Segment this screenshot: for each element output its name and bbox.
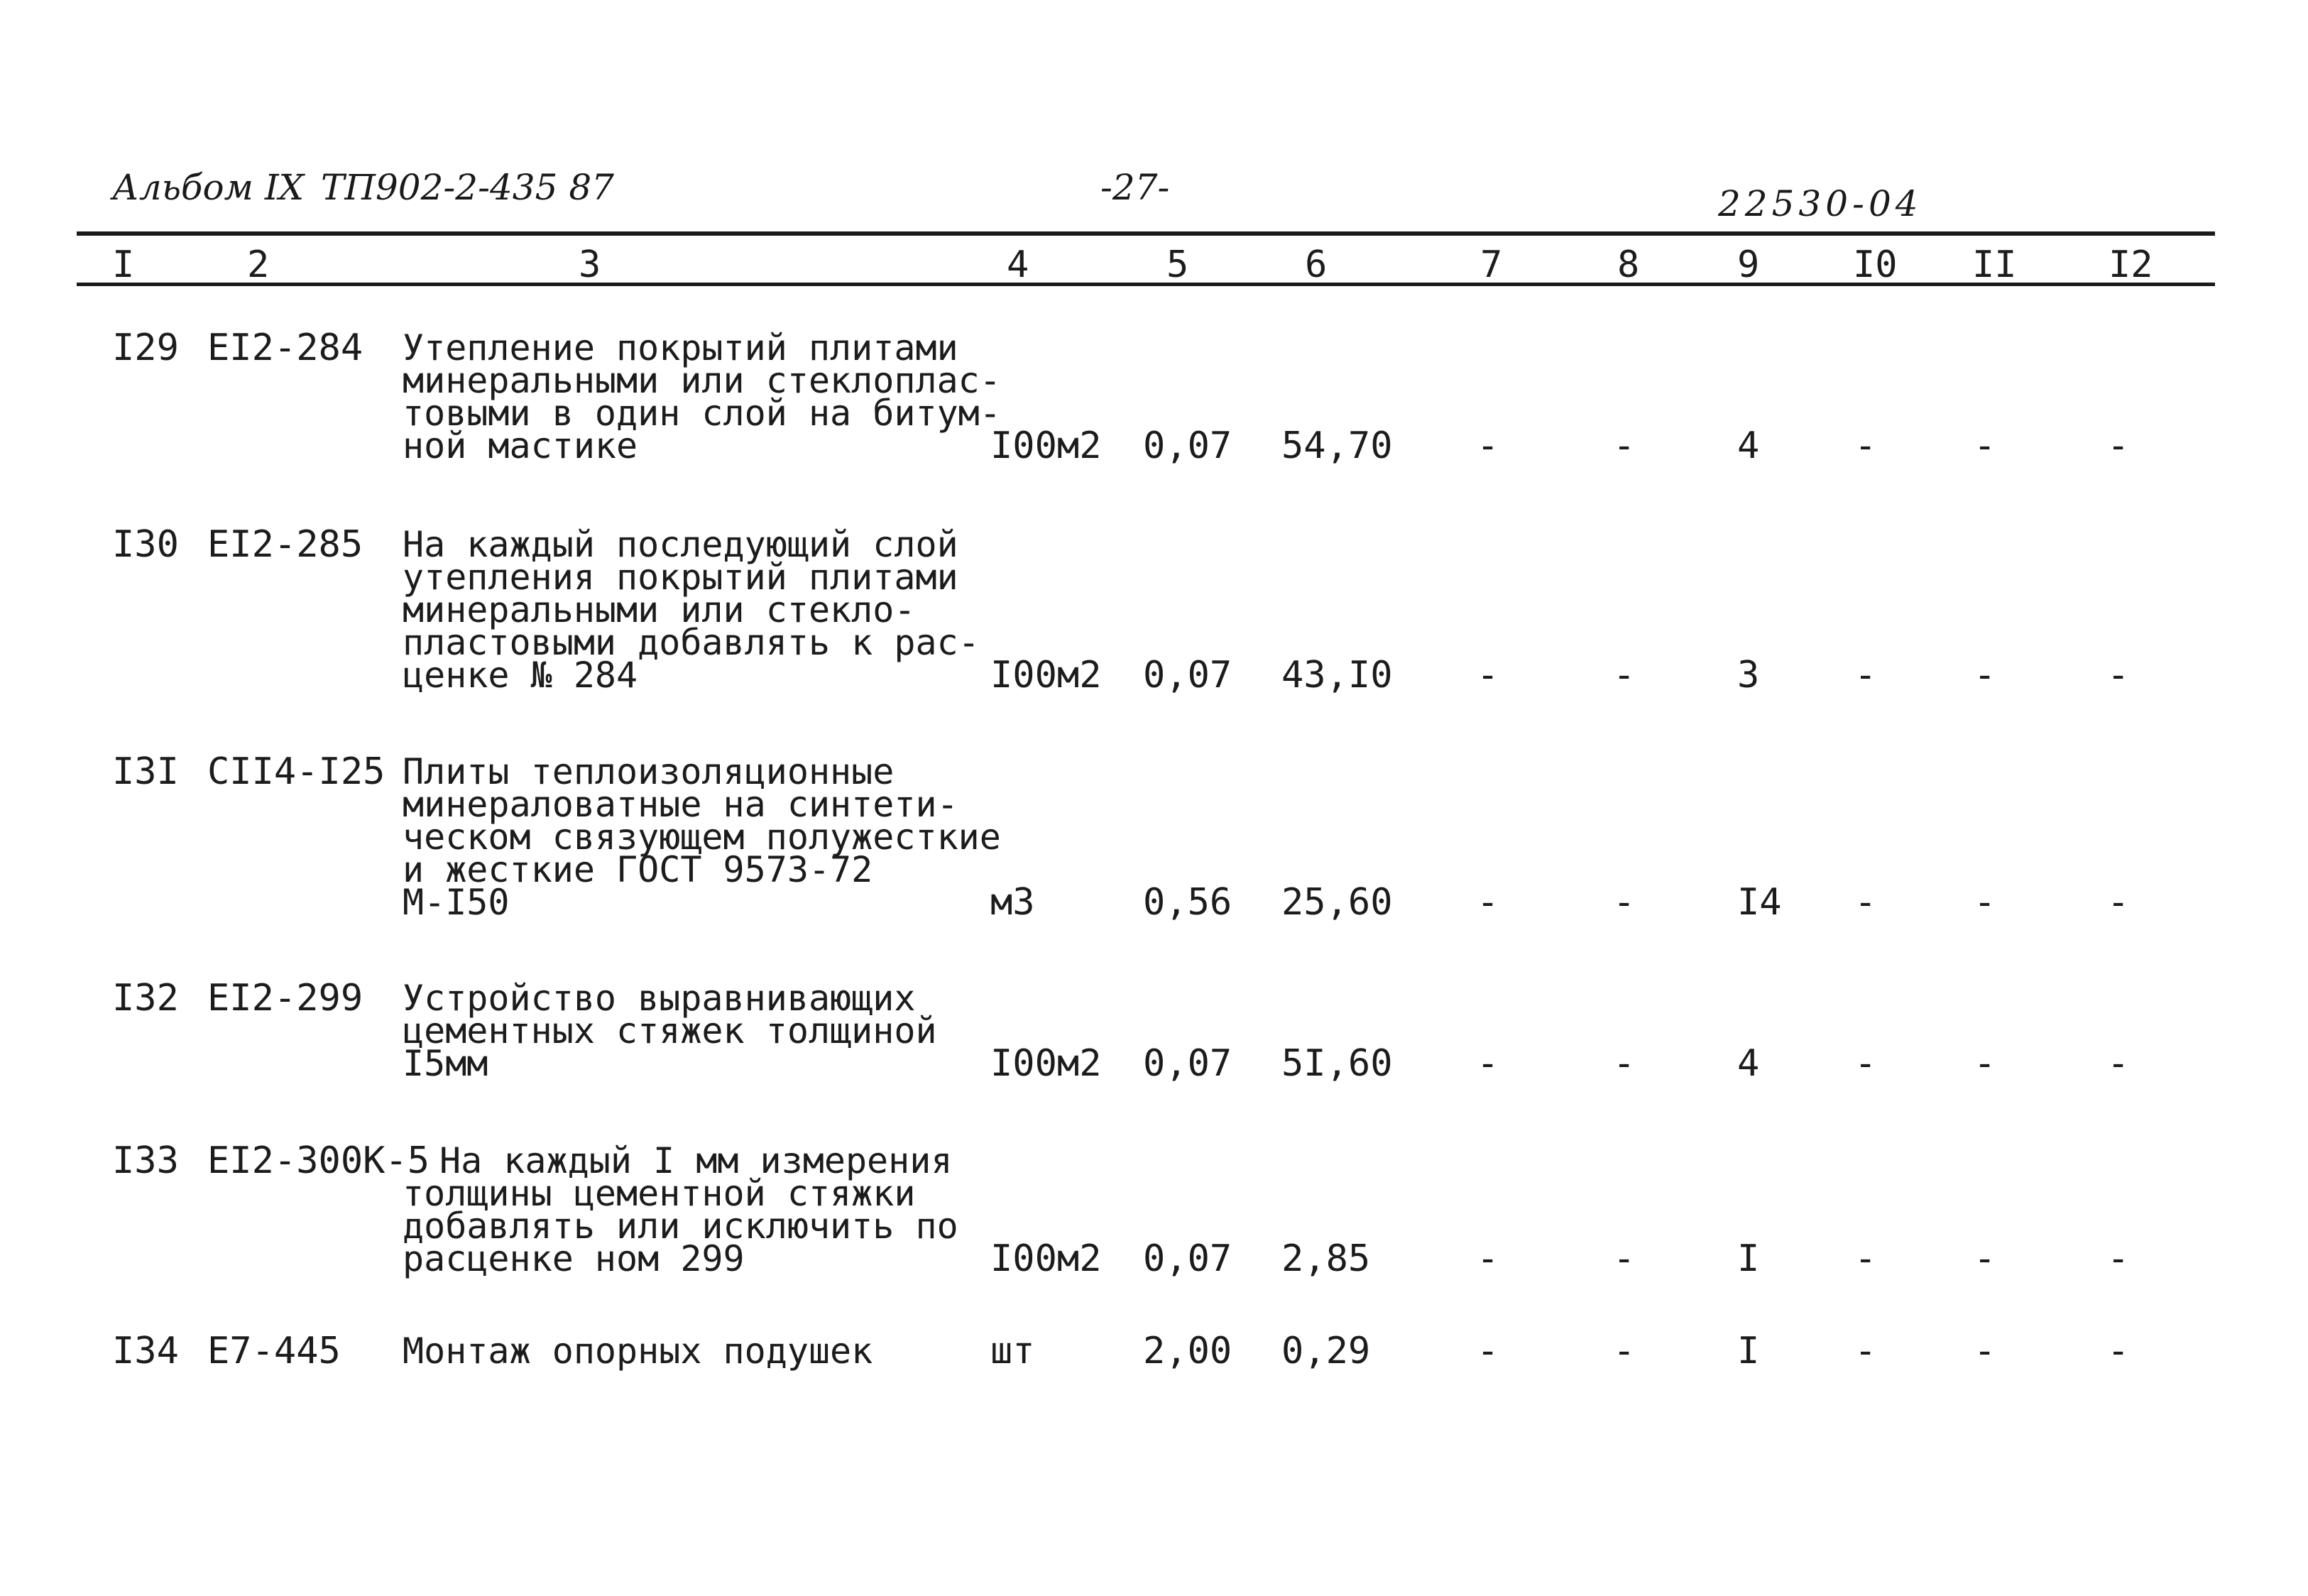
col8-value: -: [1613, 1237, 1636, 1280]
col8-value: -: [1613, 1330, 1636, 1372]
col10-value: -: [1854, 1237, 1877, 1280]
col8-value: -: [1613, 881, 1636, 924]
work-description: На каждый последующий слой утепления покрытий плитами минеральными или стекло- пластовыми добавлять к рас- ценке № 284: [403, 524, 980, 696]
col7-value: -: [1477, 425, 1499, 467]
col9-value: I: [1737, 1330, 1760, 1372]
column-header: 6: [1305, 244, 1328, 286]
unit: I00м2: [990, 425, 1102, 467]
row-number: I29: [112, 327, 179, 369]
col12-value: -: [2107, 425, 2130, 467]
column-header-row: [0, 240, 2308, 290]
col12-value: -: [2107, 881, 2130, 924]
work-description: На каждый I мм измерения толщины цементной стяжки добавлять или исключить по расценке ном 299: [403, 1140, 958, 1279]
col9-value: I4: [1737, 881, 1782, 924]
price: 5I,60: [1281, 1042, 1393, 1085]
row-number: I30: [112, 523, 179, 566]
column-header: 7: [1480, 244, 1503, 286]
col9-value: 4: [1737, 425, 1760, 467]
column-header: I2: [2109, 244, 2153, 286]
col7-value: -: [1477, 1042, 1499, 1085]
col11-value: -: [1974, 425, 1996, 467]
row-number: I3I: [112, 750, 179, 793]
page-number: -27-: [1100, 167, 1170, 208]
rate-code: EI2-284: [207, 327, 363, 369]
col10-value: -: [1854, 1042, 1877, 1085]
quantity: 0,07: [1143, 1237, 1232, 1280]
col8-value: -: [1613, 1042, 1636, 1085]
row-number: I34: [112, 1330, 179, 1372]
col9-value: I: [1737, 1237, 1760, 1280]
unit: I00м2: [990, 1237, 1102, 1280]
col12-value: -: [2107, 654, 2130, 696]
column-header: I0: [1853, 244, 1898, 286]
column-header: 8: [1617, 244, 1640, 286]
rate-code: EI2-299: [207, 977, 363, 1020]
album-label: Альбом IX: [112, 167, 305, 208]
row-number: I33: [112, 1139, 179, 1182]
column-header: 5: [1166, 244, 1189, 286]
column-header: II: [1972, 244, 2017, 286]
unit: I00м2: [990, 1042, 1102, 1085]
col7-value: -: [1477, 881, 1499, 924]
col7-value: -: [1477, 1330, 1499, 1372]
col10-value: -: [1854, 425, 1877, 467]
row-number: I32: [112, 977, 179, 1020]
col11-value: -: [1974, 1330, 1996, 1372]
price: 2,85: [1281, 1237, 1371, 1280]
material-description: Плиты теплоизоляционные минераловатные на синтети- ческом связующем полужесткие и жесткие ГОСТ 9573-72 М-I50: [403, 751, 1001, 923]
unit: м3: [990, 881, 1035, 924]
col12-value: -: [2107, 1042, 2130, 1085]
rate-code: CII4-I25: [207, 750, 385, 793]
price: 0,29: [1281, 1330, 1371, 1372]
col7-value: -: [1477, 654, 1499, 696]
col10-value: -: [1854, 881, 1877, 924]
col8-value: -: [1613, 654, 1636, 696]
price: 43,I0: [1281, 654, 1393, 696]
rate-code: E7-445: [207, 1330, 341, 1372]
column-header: 9: [1737, 244, 1760, 286]
col9-value: 4: [1737, 1042, 1760, 1085]
unit: I00м2: [990, 654, 1102, 696]
col7-value: -: [1477, 1237, 1499, 1280]
column-header: I: [112, 244, 135, 286]
quantity: 0,07: [1143, 425, 1232, 467]
price: 25,60: [1281, 881, 1393, 924]
col9-value: 3: [1737, 654, 1760, 696]
col11-value: -: [1974, 1042, 1996, 1085]
unit: шт: [990, 1330, 1035, 1372]
document-code: 22530-04: [1718, 183, 1923, 224]
col11-value: -: [1974, 654, 1996, 696]
rate-code: EI2-300К-5: [207, 1139, 430, 1182]
top-rule: [77, 231, 2215, 236]
work-description: Устройство выравнивающих цементных стяжек толщиной I5мм: [403, 978, 937, 1084]
quantity: 0,07: [1143, 1042, 1232, 1085]
project-code: ТП902-2-435 87: [321, 167, 614, 208]
quantity: 0,07: [1143, 654, 1232, 696]
col12-value: -: [2107, 1330, 2130, 1372]
col10-value: -: [1854, 1330, 1877, 1372]
col11-value: -: [1974, 1237, 1996, 1280]
quantity: 2,00: [1143, 1330, 1232, 1372]
col12-value: -: [2107, 1237, 2130, 1280]
col10-value: -: [1854, 654, 1877, 696]
quantity: 0,56: [1143, 881, 1232, 924]
price: 54,70: [1281, 425, 1393, 467]
rate-code: EI2-285: [207, 523, 363, 566]
col8-value: -: [1613, 425, 1636, 467]
column-header: 2: [247, 244, 270, 286]
column-header: 4: [1007, 244, 1029, 286]
col11-value: -: [1974, 881, 1996, 924]
work-description: Утепление покрытий плитами минеральными или стеклоплас- товыми в один слой на битум- ной мастике: [403, 327, 1001, 466]
column-header: 3: [579, 244, 601, 286]
work-description: Монтаж опорных подушек: [403, 1330, 873, 1372]
